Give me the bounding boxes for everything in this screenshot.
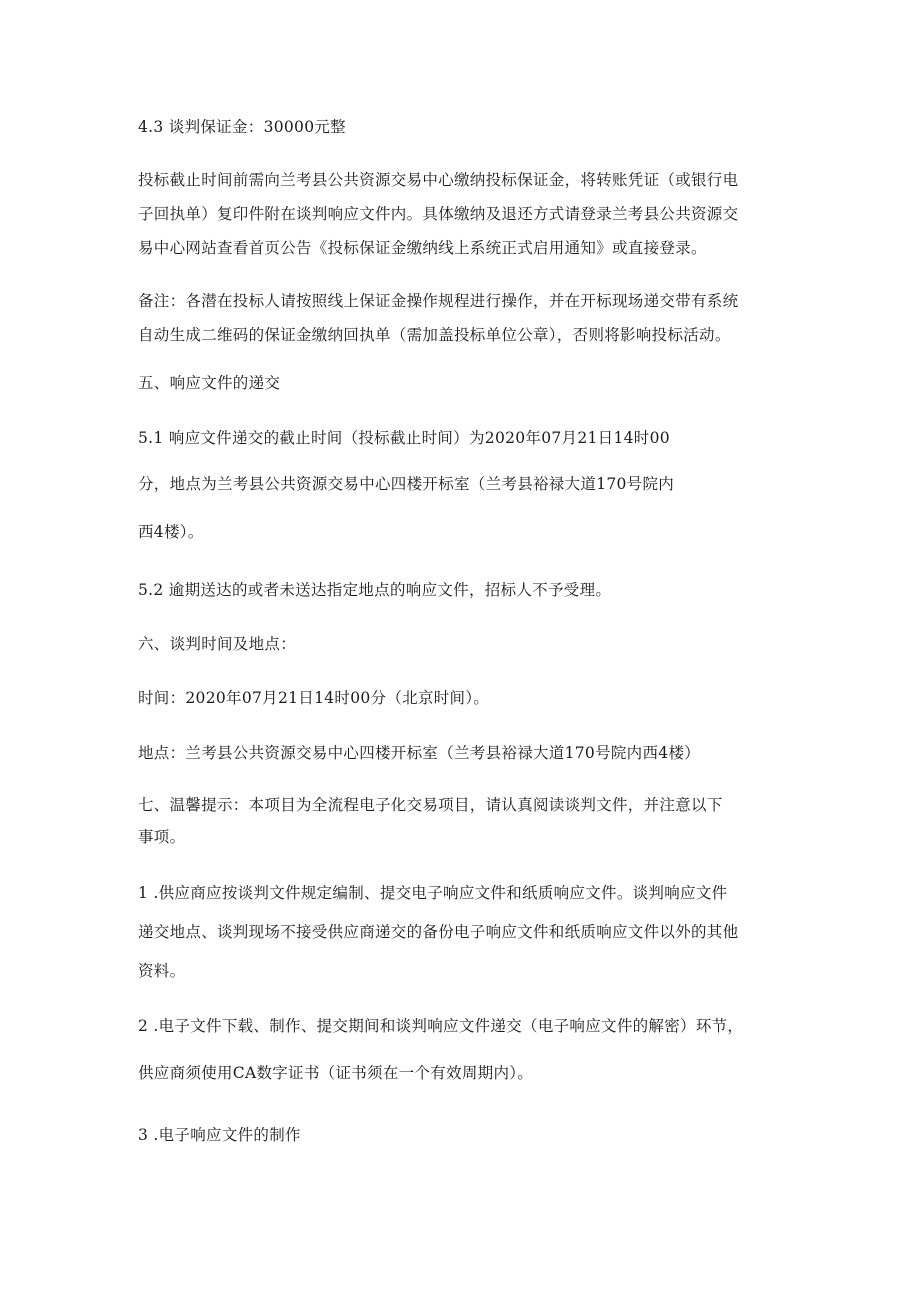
section-5-1-line-3: 西4楼）。 — [138, 523, 204, 541]
remark-line-2: 自动生成二维码的保证金缴纳回执单（需加盖投标单位公章），否则将影响投标活动。 — [138, 326, 731, 344]
deposit-paragraph-line-1: 投标截止时间前需向兰考县公共资源交易中心缴纳投标保证金，将转账凭证（或银行电 — [138, 171, 739, 189]
section-7-line-1: 七、温馨提示：本项目为全流程电子化交易项目，请认真阅读谈判文件，并注意以下 — [138, 796, 723, 814]
deposit-paragraph-line-2: 子回执单）复印件附在谈判响应文件内。具体缴纳及退还方式请登录兰考县公共资源交 — [138, 205, 739, 223]
deposit-paragraph-line-3: 易中心网站查看首页公告《投标保证金缴纳线上系统正式启用通知》或直接登录。 — [138, 239, 707, 257]
section-5-1-line-1: 5.1 响应文件递交的截止时间（投标截止时间）为2020年07月21日14时00 — [138, 429, 670, 447]
section-5-1-line-2: 分，地点为兰考县公共资源交易中心四楼开标室（兰考县裕禄大道170号院内 — [138, 475, 675, 493]
section-6-heading: 六、谈判时间及地点： — [138, 635, 297, 653]
section-7-line-2: 事项。 — [138, 828, 186, 846]
item-2-line-2: 供应商须使用CA数字证书（证书须在一个有效周期内）。 — [138, 1064, 534, 1082]
item-1-line-3: 资料。 — [138, 962, 186, 980]
item-3: 3 .电子响应文件的制作 — [138, 1126, 301, 1144]
item-2-line-1: 2 .电子文件下载、制作、提交期间和谈判响应文件递交（电子响应文件的解密）环节， — [138, 1017, 744, 1035]
remark-line-1: 备注：各潜在投标人请按照线上保证金操作规程进行操作，并在开标现场递交带有系统 — [138, 292, 739, 310]
section-5-heading: 五、响应文件的递交 — [138, 374, 281, 392]
item-1-line-1: 1 .供应商应按谈判文件规定编制、提交电子响应文件和纸质响应文件。谈判响应文件 — [138, 884, 728, 902]
section-4-3-deposit: 4.3 谈判保证金：30000元整 — [138, 118, 346, 136]
item-1-line-2: 递交地点、谈判现场不接受供应商递交的备份电子响应文件和纸质响应文件以外的其他 — [138, 923, 739, 941]
negotiation-time: 时间：2020年07月21日14时00分（北京时间）。 — [138, 689, 490, 707]
section-5-2: 5.2 逾期送达的或者未送达指定地点的响应文件，招标人不予受理。 — [138, 581, 612, 599]
negotiation-location: 地点：兰考县公共资源交易中心四楼开标室（兰考县裕禄大道170号院内西4楼） — [138, 744, 701, 762]
